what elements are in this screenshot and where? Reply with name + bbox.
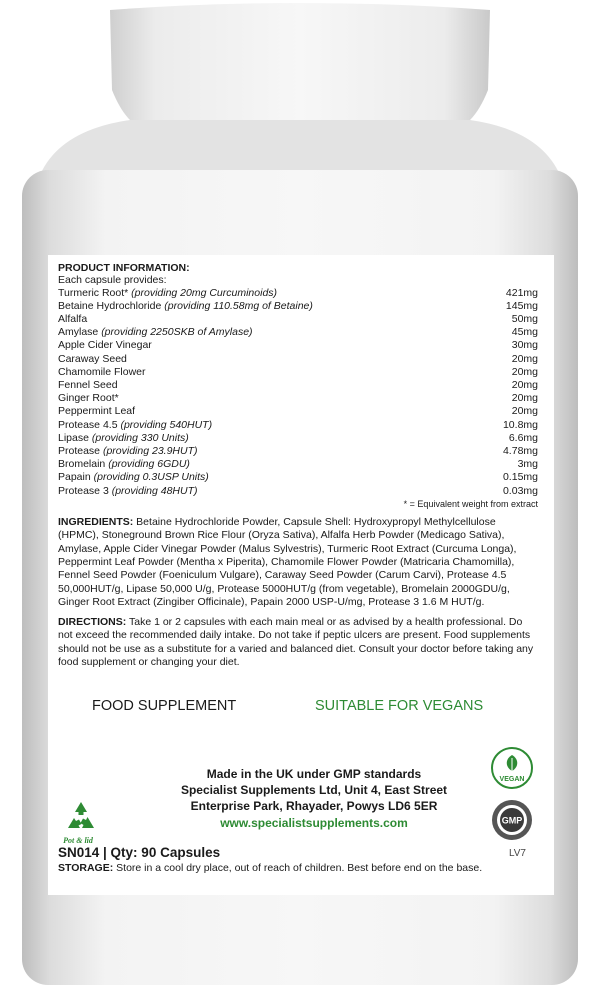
ingredient-name bbox=[58, 313, 87, 326]
ingredient-name-text: Chamomile Flower bbox=[58, 365, 146, 378]
recycle-caption: Pot & lid bbox=[63, 836, 93, 845]
ingredient-amount: 45mg bbox=[511, 326, 538, 339]
ingredient-name bbox=[58, 471, 209, 484]
ingredient-name bbox=[58, 432, 189, 445]
ingredient-detail: (providing 540HUT) bbox=[120, 418, 213, 431]
ingredient-name-text: Alfalfa bbox=[58, 313, 88, 325]
ingredient-name bbox=[58, 458, 190, 471]
ingredient-name bbox=[58, 300, 313, 313]
ingredient-name-text: Protease 4.5 bbox=[58, 418, 118, 431]
ingredient-name bbox=[58, 326, 253, 339]
product-info-row bbox=[58, 287, 538, 300]
bottle-shoulder bbox=[40, 120, 560, 175]
product-info-row bbox=[58, 353, 538, 366]
product-info-row bbox=[58, 392, 538, 405]
ingredient-amount: 30mg bbox=[511, 339, 538, 352]
ingredient-amount: 10.8mg bbox=[502, 418, 538, 431]
company-address-line: Specialist Supplements Ltd, Unit 4, East Street bbox=[180, 783, 448, 798]
ingredient-detail: (providing 330 Units) bbox=[91, 431, 189, 444]
ingredient-amount: 20mg bbox=[511, 365, 538, 378]
suitable-for-vegans-text: SUITABLE FOR VEGANS bbox=[315, 698, 484, 714]
ingredient-name bbox=[58, 379, 118, 392]
lv-code: LV7 bbox=[508, 848, 526, 859]
ingredient-detail: (providing 0.3USP Units) bbox=[93, 471, 209, 484]
ingredient-name-text: Fennel Seed bbox=[58, 379, 118, 392]
product-info-row bbox=[58, 326, 538, 339]
ingredient-name-text: Apple Cider Vinegar bbox=[58, 339, 152, 352]
product-info-row bbox=[58, 366, 538, 379]
ingredient-detail: (providing 6GDU) bbox=[108, 458, 190, 471]
storage-label: STORAGE: bbox=[58, 862, 114, 874]
product-info-row bbox=[58, 379, 538, 392]
ingredient-detail: (providing 110.58mg of Betaine) bbox=[164, 299, 313, 312]
gmp-badge-icon bbox=[490, 798, 534, 842]
ingredient-name bbox=[58, 405, 135, 418]
product-info-row bbox=[58, 405, 538, 418]
product-info-rows bbox=[58, 287, 538, 498]
ingredient-name bbox=[58, 353, 127, 366]
product-code: SN014 | Qty: 90 Capsules bbox=[58, 845, 221, 860]
ingredient-amount: 50mg bbox=[511, 313, 538, 325]
ingredient-amount: 20mg bbox=[511, 379, 538, 392]
directions-label: DIRECTIONS: bbox=[58, 615, 127, 628]
vegan-badge-text: VEGAN bbox=[499, 776, 525, 783]
ingredient-amount: 20mg bbox=[511, 352, 538, 365]
product-info-row bbox=[58, 458, 538, 471]
product-info-intro: Each capsule provides: bbox=[58, 274, 167, 286]
ingredient-name bbox=[58, 419, 212, 432]
directions-paragraph bbox=[58, 616, 538, 670]
ingredient-name bbox=[58, 366, 146, 379]
ingredient-amount: 20mg bbox=[511, 405, 538, 418]
storage-paragraph bbox=[58, 862, 538, 874]
ingredient-amount: 4.78mg bbox=[502, 445, 538, 458]
directions-text: Take 1 or 2 capsules with each main meal or as advised by a health professional. Do not exceed the recommended daily intake. Do not take if peptic ulcers are present. Food supplements should not be use as a substitute for a varied and balanced diet. Consult your doctor before taking any food supplement or changing your diet. bbox=[58, 615, 534, 668]
ingredient-detail: (providing 2250SKB of Amylase) bbox=[101, 326, 253, 339]
ingredient-name bbox=[58, 287, 277, 300]
product-info-row bbox=[58, 432, 538, 445]
product-info-row bbox=[58, 471, 538, 484]
ingredient-amount: 20mg bbox=[511, 392, 538, 405]
product-label bbox=[58, 262, 538, 874]
extract-footnote: * = Equivalent weight from extract bbox=[403, 498, 538, 509]
ingredient-name-text: Lipase bbox=[58, 431, 89, 444]
ingredients-text: Betaine Hydrochloride Powder, Capsule Shell: Hydroxypropyl Methylcellulose (HPMC), Stoneground Brown Rice Flour (Oryza Sativa), Alfalfa Herb Powder (Medicago Sativa), Amylase, Apple Cider Vinegar Powder (Malus Sylvestris), Turmeric Root Extract (Curcuma Longa), Peppermint Leaf Powder (Mentha x Piperita), Chamomile Flower Powder (Matricaria Chamomilla), Fennel Seed Powder (Foeniculum Vulgare), Caraway Seed Powder (Carum Carvi), Protease 4.5 50,000HUT/g, Lipase 50,000 U/g, Protease 5000HUT/g (from vegetable), Bromelain 2000GDU/g, Ginger Root Extract (Zingiber Officinale), Papain 2000 USP-U/mg, Protease 3 1.6 M HUT/g. bbox=[58, 515, 517, 609]
ingredient-name bbox=[58, 445, 198, 458]
product-info-row bbox=[58, 445, 538, 458]
ingredient-amount: 0.15mg bbox=[502, 471, 538, 484]
ingredient-name bbox=[58, 392, 119, 405]
product-info-title: PRODUCT INFORMATION: bbox=[58, 262, 190, 274]
product-info-row bbox=[58, 300, 538, 313]
ingredient-detail: (providing 20mg Curcuminoids) bbox=[131, 286, 278, 299]
ingredient-amount: 6.6mg bbox=[508, 431, 538, 444]
product-info-row bbox=[58, 313, 538, 326]
ingredient-name-text: Protease bbox=[58, 445, 101, 458]
ingredient-name-text: Betaine Hydrochloride bbox=[58, 299, 162, 312]
ingredients-label: INGREDIENTS: bbox=[58, 515, 134, 528]
manufacturer-info bbox=[174, 766, 454, 831]
ingredient-name-text: Protease 3 bbox=[58, 484, 109, 497]
ingredient-name-text: Caraway Seed bbox=[58, 352, 127, 365]
ingredient-detail: (providing 23.9HUT) bbox=[102, 445, 198, 458]
made-in-uk-line: Made in the UK under GMP standards bbox=[206, 767, 422, 781]
vegan-badge-icon bbox=[490, 746, 534, 790]
ingredient-name-text: Ginger Root* bbox=[58, 392, 119, 405]
bottle-cap bbox=[110, 3, 490, 120]
ingredient-name-text: Bromelain bbox=[58, 458, 106, 471]
food-supplement-text: FOOD SUPPLEMENT bbox=[92, 698, 237, 714]
ingredient-name-text: Peppermint Leaf bbox=[58, 405, 136, 418]
ingredients-paragraph bbox=[58, 516, 538, 610]
ingredient-name bbox=[58, 339, 152, 352]
ingredient-amount: 145mg bbox=[505, 299, 538, 312]
storage-text: Store in a cool dry place, out of reach of children. Best before end on the base. bbox=[113, 862, 483, 874]
website-link[interactable]: www.specialistsupplements.com bbox=[220, 815, 408, 830]
ingredient-name-text: Turmeric Root* bbox=[58, 286, 129, 299]
ingredient-amount: 0.03mg bbox=[502, 484, 538, 497]
product-info-row bbox=[58, 485, 538, 498]
gmp-badge-text: GMP bbox=[501, 815, 523, 826]
ingredient-name bbox=[58, 485, 198, 498]
ingredient-amount: 421mg bbox=[505, 286, 538, 299]
product-info-row bbox=[58, 419, 538, 432]
ingredient-name-text: Papain bbox=[58, 471, 91, 484]
ingredient-name-text: Amylase bbox=[58, 326, 99, 339]
ingredient-detail: (providing 48HUT) bbox=[111, 484, 198, 497]
company-location-line: Enterprise Park, Rhayader, Powys LD6 5ER bbox=[190, 799, 438, 814]
ingredient-amount: 3mg bbox=[517, 458, 538, 471]
product-info-row bbox=[58, 339, 538, 352]
